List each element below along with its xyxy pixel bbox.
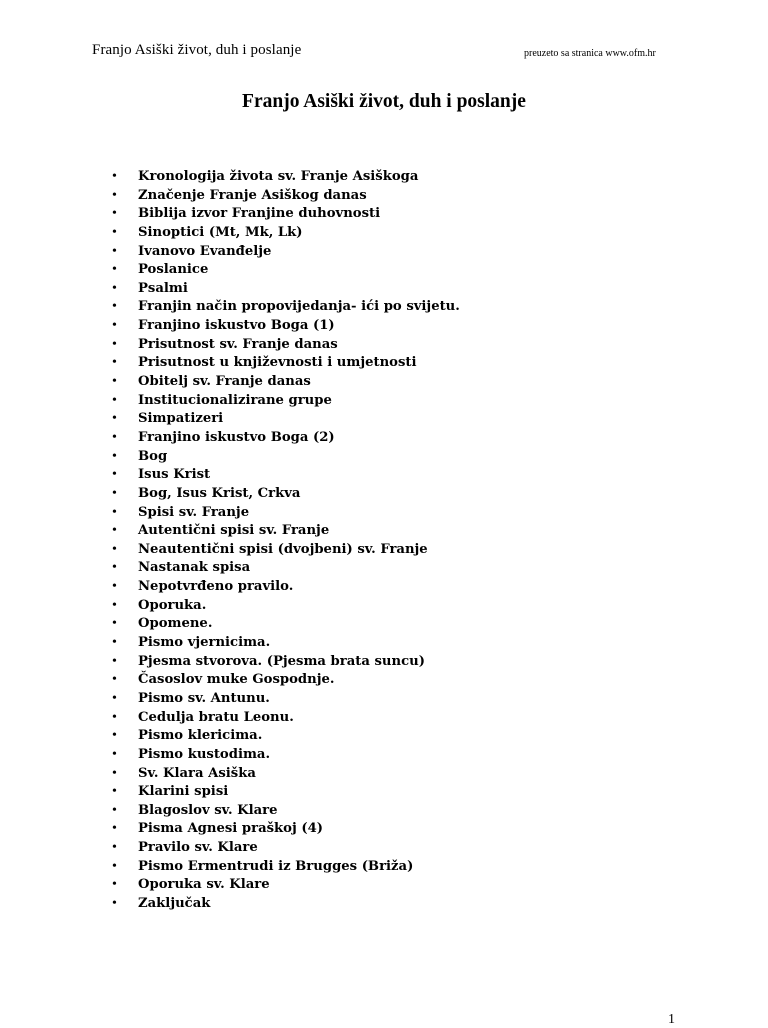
toc-item: • Prisutnost sv. Franje danas [112, 336, 460, 355]
toc-item: • Pravilo sv. Klare [112, 839, 460, 858]
toc-item: • Biblija izvor Franjine duhovnosti [112, 205, 460, 224]
toc-item: • Pismo kustodima. [112, 746, 460, 765]
toc-item: • Sinoptici (Mt, Mk, Lk) [112, 224, 460, 243]
toc-item: • Nastanak spisa [112, 559, 460, 578]
toc-item: • Pjesma stvorova. (Pjesma brata suncu) [112, 653, 460, 672]
toc-item: • Značenje Franje Asiškog danas [112, 187, 460, 206]
toc-item: • Isus Krist [112, 466, 460, 485]
toc-item: • Autentični spisi sv. Franje [112, 522, 460, 541]
toc-item: • Klarini spisi [112, 783, 460, 802]
toc-item: • Neautentični spisi (dvojbeni) sv. Franje [112, 541, 460, 560]
toc-item: • Zaključak [112, 895, 460, 914]
toc-item: • Prisutnost u književnosti i umjetnosti [112, 354, 460, 373]
toc-item: • Oporuka. [112, 597, 460, 616]
toc-item: • Bog [112, 448, 460, 467]
table-of-contents [112, 168, 460, 914]
toc-item: • Pismo Ermentrudi iz Brugges (Briža) [112, 858, 460, 877]
toc-item: • Opomene. [112, 615, 460, 634]
toc-item: • Franjino iskustvo Boga (2) [112, 429, 460, 448]
toc-item: • Simpatizeri [112, 410, 460, 429]
toc-item: • Franjino iskustvo Boga (1) [112, 317, 460, 336]
toc-item: • Časoslov muke Gospodnje. [112, 671, 460, 690]
toc-item: • Sv. Klara Asiška [112, 765, 460, 784]
toc-item: • Franjin način propovijedanja- ići po svijetu. [112, 298, 460, 317]
toc-item: • Obitelj sv. Franje danas [112, 373, 460, 392]
toc-item: • Bog, Isus Krist, Crkva [112, 485, 460, 504]
toc-item: • Pismo klericima. [112, 727, 460, 746]
toc-item: • Spisi sv. Franje [112, 504, 460, 523]
toc-item: • Poslanice [112, 261, 460, 280]
toc-item: • Psalmi [112, 280, 460, 299]
toc-item: • Kronologija života sv. Franje Asiškoga [112, 168, 460, 187]
toc-item: • Blagoslov sv. Klare [112, 802, 460, 821]
toc-item: • Cedulja bratu Leonu. [112, 709, 460, 728]
toc-item: • Ivanovo Evanđelje [112, 243, 460, 262]
toc-item: • Institucionalizirane grupe [112, 392, 460, 411]
toc-item: • Pismo sv. Antunu. [112, 690, 460, 709]
page-number: 1 [668, 1012, 675, 1027]
running-header-title: Franjo Asiški život, duh i poslanje [92, 42, 302, 58]
page-title: Franjo Asiški život, duh i poslanje [242, 91, 526, 112]
toc-item: • Pismo vjernicima. [112, 634, 460, 653]
toc-item: • Pisma Agnesi praškoj (4) [112, 820, 460, 839]
toc-item: • Oporuka sv. Klare [112, 876, 460, 895]
toc-item: • Nepotvrđeno pravilo. [112, 578, 460, 597]
running-header-source: preuzeto sa stranica www.ofm.hr [524, 48, 656, 59]
